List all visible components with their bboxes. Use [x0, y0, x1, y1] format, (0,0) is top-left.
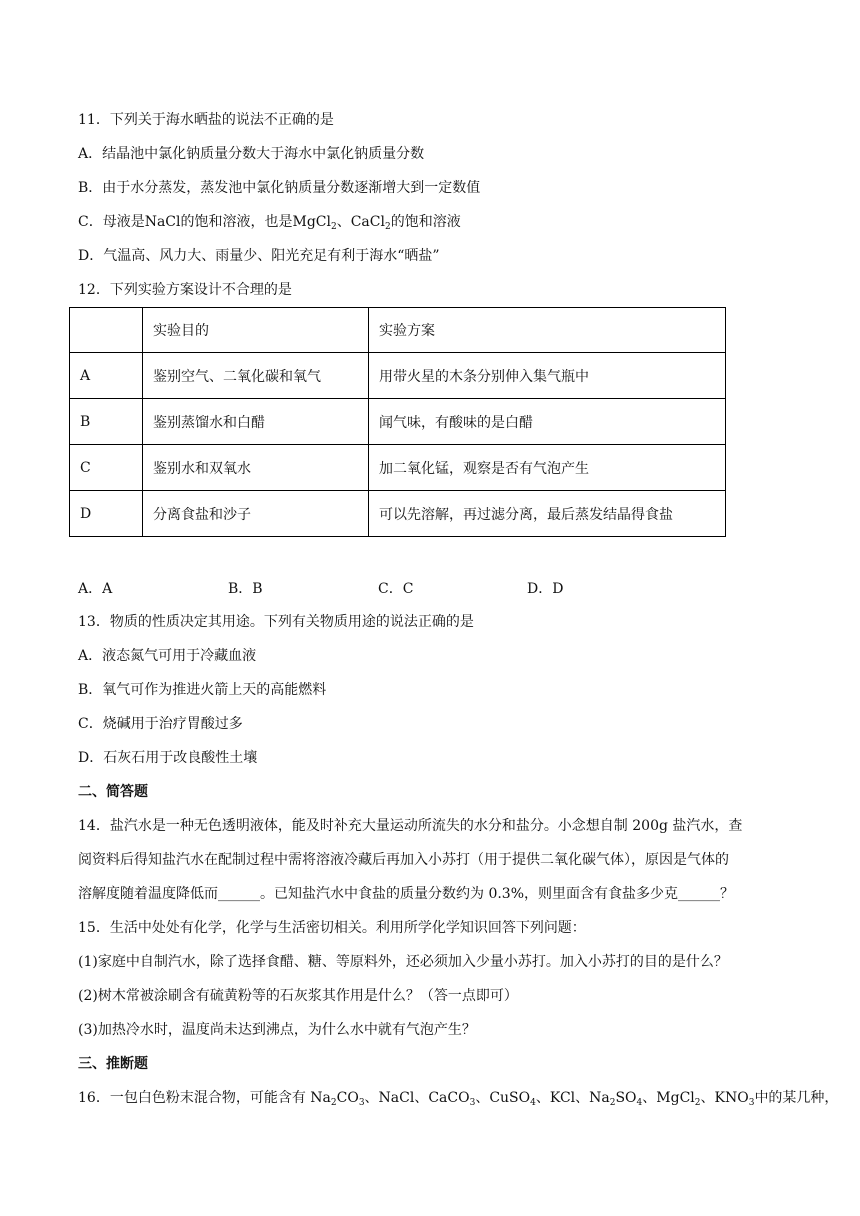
- q14-line-3: 溶解度随着温度降低而______。已知盐汽水中食盐的质量分数约为 0.3%，则里面含有食盐多少克______？: [78, 886, 735, 902]
- table-row: [70, 491, 726, 537]
- q12-option-d: D．D: [527, 581, 564, 597]
- q11-option-a: A．结晶池中氯化钠质量分数大于海水中氯化钠质量分数: [78, 146, 425, 162]
- q11-option-c: [78, 212, 461, 232]
- table-cell: 用带火星的木条分别伸入集气瓶中: [369, 353, 726, 399]
- q16-sub: 2: [330, 1098, 337, 1108]
- q16-stem: [78, 1088, 838, 1108]
- table-cell: 鉴别蒸馏水和白醋: [143, 399, 369, 445]
- q16-text: SO: [615, 1090, 637, 1106]
- q12-option-a: A．A: [78, 581, 113, 597]
- table-row: [70, 353, 726, 399]
- table-cell: 分离食盐和沙子: [143, 491, 369, 537]
- q16-text: 、KNO: [700, 1090, 749, 1106]
- q15-stem: 15．生活中处处有化学，化学与生活密切相关。利用所学化学知识回答下列问题：: [78, 920, 586, 936]
- section-heading-inference: 三、推断题: [78, 1056, 148, 1072]
- q13-option-b: B．氧气可作为推进火箭上天的高能燃料: [78, 682, 327, 698]
- q13-option-c: C．烧碱用于治疗胃酸过多: [78, 716, 243, 732]
- table-cell: 加二氧化锰，观察是否有气泡产生: [369, 445, 726, 491]
- q15-part-3: (3)加热冷水时，温度尚未达到沸点，为什么水中就有气泡产生？: [78, 1022, 476, 1038]
- table-header-cell: [70, 308, 143, 353]
- table-header-cell: 实验方案: [369, 308, 726, 353]
- q16-sub: 2: [694, 1098, 701, 1108]
- q11-c-text-2: 、CaCl: [336, 214, 385, 230]
- table-cell: A: [70, 353, 143, 399]
- q16-text: 、NaCl、CaCO: [364, 1090, 470, 1106]
- q16-sub: 3: [358, 1098, 365, 1108]
- q14-line-1: 14．盐汽水是一种无色透明液体，能及时补充大量运动所流失的水分和盐分。小念想自制 200g 盐汽水，查: [78, 818, 743, 834]
- q15-part-1: (1)家庭中自制汽水，除了选择食醋、糖、等原料外，还必须加入少量小苏打。加入小苏打的目的是什么？: [78, 954, 728, 970]
- q11-stem: 11．下列关于海水晒盐的说法不正确的是: [78, 112, 334, 128]
- q16-sub: 3: [469, 1098, 476, 1108]
- table-cell: 鉴别水和双氧水: [143, 445, 369, 491]
- table-header-cell: 实验目的: [143, 308, 369, 353]
- q16-sub: 3: [748, 1098, 755, 1108]
- q12-option-b: B．B: [228, 581, 263, 597]
- q13-stem: 13．物质的性质决定其用途。下列有关物质用途的说法正确的是: [78, 614, 474, 630]
- table-row: [70, 399, 726, 445]
- q11-option-b: B．由于水分蒸发，蒸发池中氯化钠质量分数逐渐增大到一定数值: [78, 180, 481, 196]
- q16-text: 中的某几种，: [754, 1090, 839, 1106]
- q11-c-text-3: 的饱和溶液: [390, 214, 461, 230]
- q11-c-sub-2: 2: [384, 222, 391, 232]
- q16-sub: 4: [530, 1098, 536, 1108]
- q16-text: CO: [336, 1090, 359, 1106]
- table-cell: 鉴别空气、二氧化碳和氧气: [143, 353, 369, 399]
- q16-sub: 2: [609, 1098, 616, 1108]
- table-header-row: [70, 308, 726, 353]
- q16-text: 、KCl、Na: [535, 1090, 610, 1106]
- section-heading-short-answer: 二、简答题: [78, 784, 148, 800]
- table-cell: B: [70, 399, 143, 445]
- table-cell: 闻气味，有酸味的是白醋: [369, 399, 726, 445]
- q16-text: 16．一包白色粉末混合物，可能含有 Na: [78, 1090, 331, 1106]
- table-cell: C: [70, 445, 143, 491]
- table-row: [70, 445, 726, 491]
- q16-text: 、MgCl: [642, 1090, 695, 1106]
- q11-option-d: D．气温高、风力大、雨量少、阳光充足有利于海水“晒盐”: [78, 248, 440, 264]
- q16-text: 、CuSO: [475, 1090, 531, 1106]
- q13-option-a: A．液态氮气可用于冷藏血液: [78, 648, 257, 664]
- q12-stem: 12．下列实验方案设计不合理的是: [78, 282, 292, 298]
- q12-option-c: C．C: [378, 581, 414, 597]
- q14-line-2: 阅资料后得知盐汽水在配制过程中需将溶液冷藏后再加入小苏打（用于提供二氧化碳气体），原因是气体的: [78, 852, 729, 868]
- experiment-table: [69, 307, 726, 537]
- q13-option-d: D．石灰石用于改良酸性土壤: [78, 750, 258, 766]
- q16-sub: 4: [636, 1098, 643, 1108]
- table-cell: D: [70, 491, 143, 537]
- q15-part-2: (2)树木常被涂刷含有硫黄粉等的石灰浆其作用是什么？（答一点即可）: [78, 988, 518, 1004]
- table-cell: 可以先溶解，再过滤分离，最后蒸发结晶得食盐: [369, 491, 726, 537]
- q11-c-sub-1: 2: [330, 222, 337, 232]
- q11-c-text-1: C．母液是NaCl的饱和溶液，也是MgCl: [78, 214, 331, 230]
